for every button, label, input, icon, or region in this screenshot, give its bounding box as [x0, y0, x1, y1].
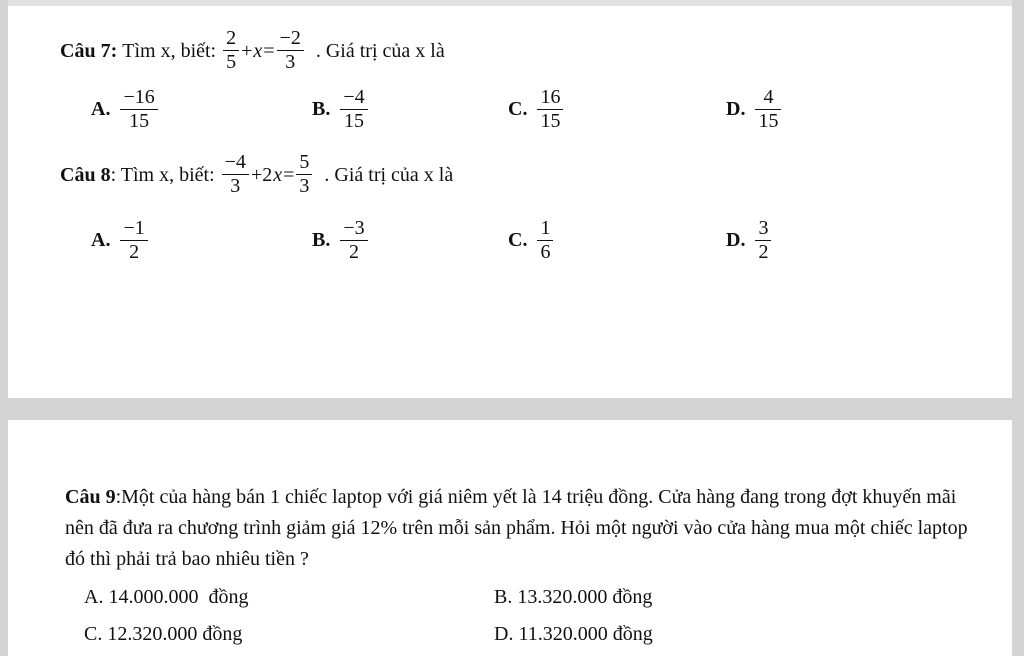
- q8-option-b-num: −3: [343, 217, 365, 239]
- q7-option-d-letter: D.: [726, 98, 746, 120]
- q8-option-a-num: −1: [123, 217, 145, 239]
- eq7-op: +: [241, 39, 253, 62]
- q7-option-a-num: −16: [123, 86, 155, 108]
- q8-option-b-den: 2: [348, 241, 359, 263]
- eq7-equals: =: [263, 39, 275, 62]
- document-page-1: [8, 0, 1012, 398]
- page-separator: [0, 398, 1024, 420]
- q7-option-c-letter: C.: [508, 98, 528, 120]
- q8-option-a: [91, 218, 150, 263]
- q8-option-d-letter: D.: [726, 229, 746, 251]
- q7-option-a-den: 15: [129, 110, 150, 132]
- eq8-op: +2: [250, 163, 273, 186]
- eq7-fraction-2-num: −2: [279, 27, 301, 49]
- question-8-suffix: . Giá trị của x là: [324, 163, 454, 186]
- q8-option-c-num: 1: [540, 217, 551, 239]
- eq8-fraction-1: [222, 152, 249, 197]
- eq8-fraction-1-num: −4: [224, 151, 246, 173]
- question-7: [60, 28, 445, 73]
- document-page-2: [8, 420, 1012, 656]
- question-9-text: :Một của hàng bán 1 chiếc laptop với giá niêm yết là 14 triệu đồng. Cửa hàng đang trong đợt khuyến mãi nên đã đưa ra chương trình giảm giá 12% trên mỗi sản phẩm. Hỏi một người vào cửa hàng mua một chiếc laptop đó thì phải trả bao nhiêu tiền ?: [65, 486, 968, 570]
- q7-option-b-num: −4: [343, 86, 365, 108]
- question-8-label: Câu 8: [60, 163, 111, 186]
- question-9-label: Câu 9: [65, 486, 116, 508]
- q7-option-c: [508, 87, 565, 132]
- eq8-fraction-1-den: 3: [230, 175, 241, 197]
- q9-answer-b: B. 13.320.000 đồng: [494, 586, 653, 608]
- q7-option-b-den: 15: [343, 110, 364, 132]
- q8-option-c-den: 6: [540, 241, 551, 263]
- q8-option-d: [726, 218, 773, 263]
- eq7-fraction-2-den: 3: [285, 51, 296, 73]
- q8-option-d-den: 2: [758, 241, 769, 263]
- q8-option-c: [508, 218, 555, 263]
- q9-answer-d: D. 11.320.000 đồng: [494, 623, 653, 645]
- q9-answer-a: A. 14.000.000 đồng: [84, 586, 249, 608]
- eq7-fraction-1: [223, 28, 239, 73]
- q7-option-c-den: 15: [540, 110, 561, 132]
- q8-option-b-letter: B.: [312, 229, 331, 251]
- eq8-equals: =: [283, 163, 295, 186]
- q8-option-c-letter: C.: [508, 229, 528, 251]
- eq7-var: x: [253, 39, 263, 62]
- eq7-fraction-1-num: 2: [226, 27, 237, 49]
- q7-option-c-num: 16: [540, 86, 561, 108]
- eq8-fraction-2-den: 3: [299, 175, 310, 197]
- question-7-suffix: . Giá trị của x là: [315, 39, 445, 62]
- question-7-prefix: Tìm x, biết:: [122, 39, 217, 62]
- q8-option-b: [312, 218, 370, 263]
- q9-answer-c: C. 12.320.000 đồng: [84, 623, 243, 645]
- q7-option-d-den: 15: [758, 110, 779, 132]
- q8-option-a-letter: A.: [91, 229, 111, 251]
- question-8: [60, 152, 453, 197]
- eq8-fraction-2-num: 5: [299, 151, 310, 173]
- q7-option-a: [91, 87, 160, 132]
- q7-option-b: [312, 87, 370, 132]
- eq8-fraction-2: [296, 152, 312, 197]
- question-9: [65, 482, 985, 575]
- eq7-fraction-1-den: 5: [226, 51, 237, 73]
- q7-option-a-letter: A.: [91, 98, 111, 120]
- question-8-prefix: : Tìm x, biết:: [110, 163, 215, 186]
- q8-option-d-num: 3: [758, 217, 769, 239]
- eq8-var: x: [273, 163, 283, 186]
- q8-option-a-den: 2: [129, 241, 140, 263]
- q7-option-d: [726, 87, 783, 132]
- q7-option-d-num: 4: [763, 86, 774, 108]
- question-7-label: Câu 7:: [60, 39, 118, 62]
- eq7-fraction-2: [277, 28, 304, 73]
- q7-option-b-letter: B.: [312, 98, 331, 120]
